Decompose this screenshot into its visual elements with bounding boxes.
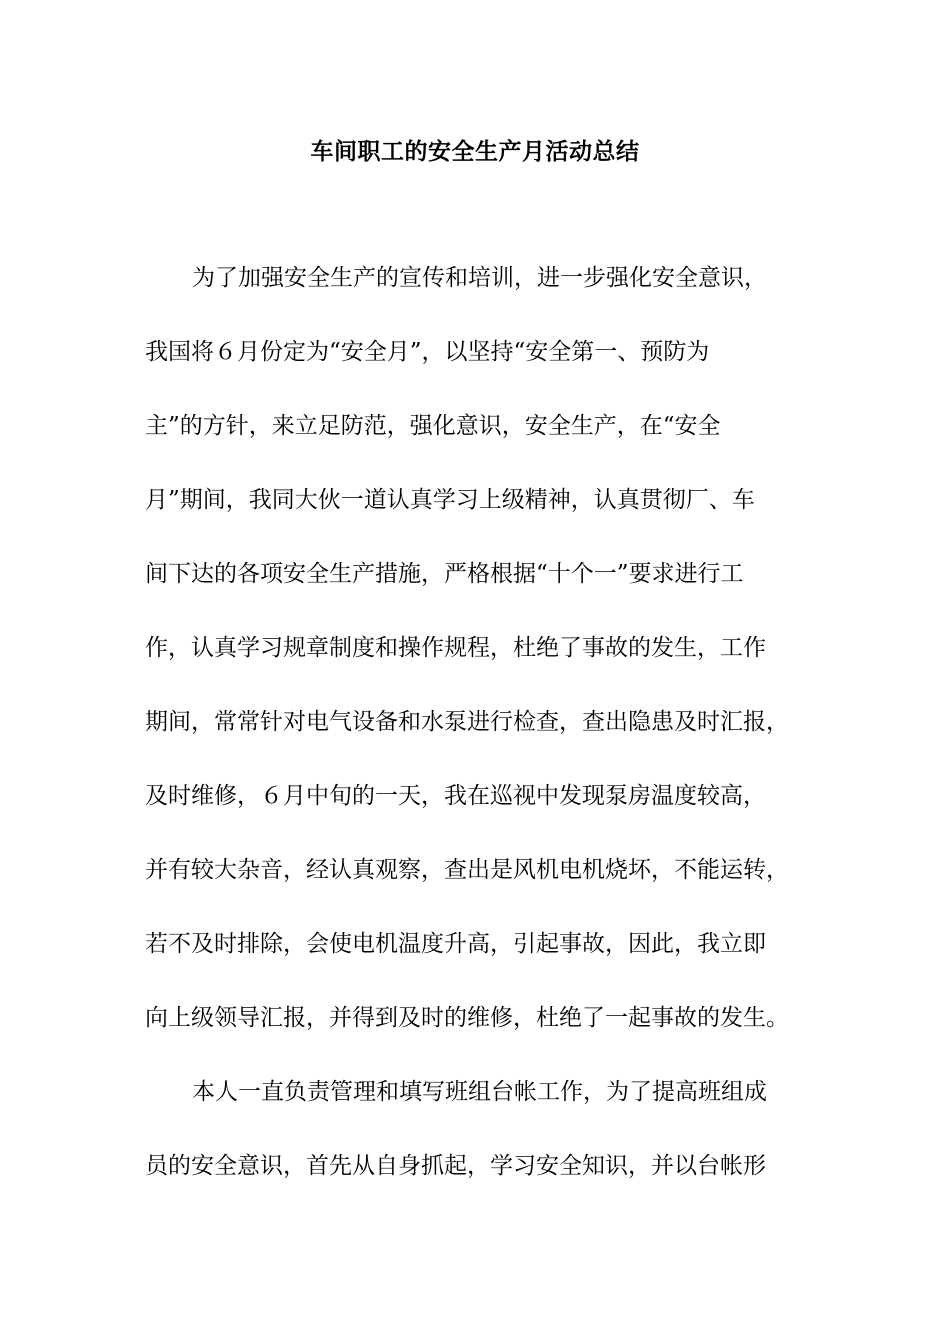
body-text-line: 本人一直负责管理和填写班组台帐工作，为了提高班组成: [192, 1079, 767, 1105]
body-text-line: 员的安全意识，首先从自身抓起，学习安全知识，并以台帐形: [145, 1153, 766, 1179]
body-text-line: 向上级领导汇报，并得到及时的维修，杜绝了一起事故的发生。: [145, 1005, 789, 1031]
body-text-line: 我国将６月份定为“安全月”，以坚持“安全第一、预防为: [145, 339, 710, 365]
document-title: 车间职工的安全生产月活动总结: [310, 139, 640, 165]
body-text-line: 主”的方针，来立足防范，强化意识，安全生产，在“安全: [145, 413, 721, 439]
body-text-line: 及时维修，６月中旬的一天，我在巡视中发现泵房温度较高，: [145, 783, 766, 809]
body-text-line: 若不及时排除，会使电机温度升高，引起事故，因此，我立即: [145, 931, 766, 957]
body-text-line: 为了加强安全生产的宣传和培训，进一步强化安全意识，: [192, 265, 767, 291]
body-text-line: 并有较大杂音，经认真观察，查出是风机电机烧坏，不能运转，: [145, 857, 789, 883]
body-text-line: 期间，常常针对电气设备和水泵进行检查，查出隐患及时汇报，: [145, 709, 789, 735]
document-body: [145, 258, 825, 1220]
body-text-line: 月”期间，我同大伙一道认真学习上级精神，认真贯彻厂、车: [145, 487, 755, 513]
body-text-line: 作，认真学习规章制度和操作规程，杜绝了事故的发生，工作: [145, 635, 766, 661]
body-text-line: 间下达的各项安全生产措施，严格根据“十个一”要求进行工: [145, 561, 744, 587]
